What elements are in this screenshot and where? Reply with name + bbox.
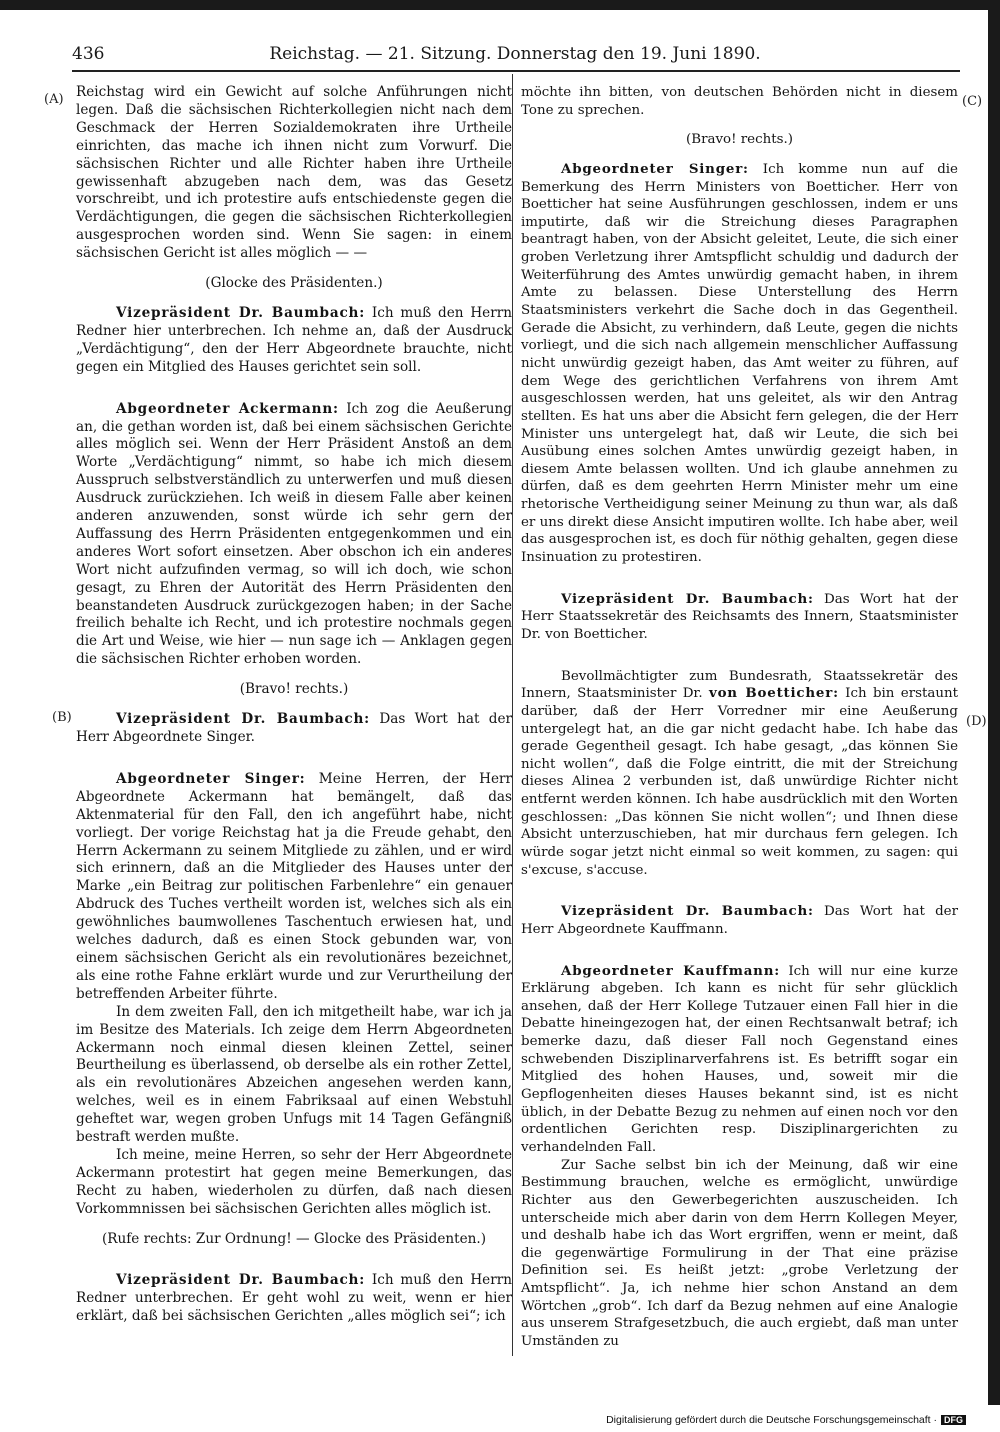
stage-direction: (Bravo! rechts.)	[686, 132, 793, 148]
speech-text: Ich muß den Herrn Redner hier unterbrechen. Ich nehme an, daß der Ausdruck „Verdächtigung“, den der Herr Abgeordnete brauchte, nicht gegen ein Mitglied des Hauses gerichtet sein soll.	[76, 304, 512, 375]
footer-text: Digitalisierung gefördert durch die Deutsche Forschungsgemeinschaft ·	[606, 1414, 937, 1426]
margin-marker-d: (D)	[966, 714, 987, 729]
dfg-logo: DFG	[941, 1415, 966, 1425]
speech	[76, 401, 512, 670]
paragraph: möchte ihn bitten, von deutschen Behörden nicht in diesem Tone zu sprechen.	[521, 85, 958, 118]
stage-direction: (Bravo! rechts.)	[239, 681, 349, 698]
margin-marker-b: (B)	[52, 710, 72, 725]
margin-marker-c: (C)	[962, 94, 983, 109]
paragraph: Ich meine, meine Herren, so sehr der Herr Abgeordnete Ackermann protestirt hat gegen meine Bemerkungen, das Recht zu haben, wiederholen zu dürfen, daß nach diesen Vorkommnissen bei sächsischen Gerichten alles möglich ist.	[76, 1146, 512, 1217]
speech-text: Das Wort hat der Herr Abgeordnete Singer.	[76, 711, 512, 745]
speech-text: Das Wort hat der Herr Abgeordnete Kauffmann.	[521, 904, 958, 937]
speech-text: Ich will nur eine kurze Erklärung abgeben. Ich kann es nicht für sehr glücklich ansehen, daß der Herr Kollege Tutzauer einen Fall hier in die Debatte hineingezogen hat, der einen Rechtsanwalt betraf; ich bemerke dazu, daß dieser Fall noch Gegenstand eines schwebenden Disziplinarverfahrens ist. Es betrifft sogar ein Mitglied des hohen Hauses, und, soweit mir die Gepflogenheiten dieses Hauses bekannt sind, ist es nicht üblich, in der Debatte Bezug zu nehmen auf einen noch vor den ordentlichen Gerichten resp. Disziplinargerichten zu verhandelnden Fall.	[521, 963, 958, 1155]
paragraph: Zur Sache selbst bin ich der Meinung, daß wir eine Bestimmung brauchen, welche es ermöglicht, unwürdige Richter aus den Gewerbegerichten auszuscheiden. Ich unterscheide mich aber darin von dem Herrn Kollegen Meyer, und deshalb habe ich das Wort ergriffen, wenn er meint, daß die gegenwärtige Formulirung in der That eine präzise Definition sei. Es heißt jetzt: „grobe Verletzung der Amtspflicht“. Ja, ich nehme hier schon Anstand an dem Wörtchen „grob“. Ich darf da Bezug nehmen auf eine Analogie aus unserem Strafgesetzbuch, die auch ergiebt, daß man unter Umständen zu	[521, 1157, 958, 1349]
speech	[76, 305, 512, 377]
speech-text: Ich komme nun auf die Bemerkung des Herrn Ministers von Boetticher. Herr von Boetticher hat seine Ausführungen geschlossen, indem er uns imputirte, daß wir die Streichung dieses Paragraphen beantragt haben, von der Absicht geleitet, Leute, die sich einer groben Verletzung ihrer Amtspflicht schuldig und dadurch der Weiterführung des Amtes unwürdig gemacht haben, in ihrem Amte zu belassen. Diese Unterstellung des Herrn Staatsministers verkehrt die Sache doch in das Gegentheil. Gerade die Absicht, zu verhindern, daß Leute, gegen die nichts vorliegt, und die sich nach allgemein menschlicher Auffassung nicht unwürdig gezeigt haben, das Amt weiter zu führen, auf dem Wege des gerichtlichen Verfahrens von ihrem Amt ausgeschlossen werden, hat uns geleitet, als wir den Antrag stellten. Es hat uns aber die Absicht fern gelegen, die der Herr Minister uns untergelegt hat, daß wir Leute, die sich bei Ausübung eines solchen Amtes unwürdig gezeigt haben, in diesem Amte belassen wollten. Und ich glaube annehmen zu dürfen, daß es dem geehrten Herrn Minister mehr um eine rhetorische Vertheidigung seiner Meinung zu thun war, als daß er uns direkt diese Ansicht imputiren wollte. Ich habe aber, weil das ausgesprochen ist, es doch für nöthig gehalten, gegen diese Insinuation zu protestiren.	[521, 161, 958, 566]
column-divider	[512, 74, 513, 1356]
stage-direction: (Glocke des Präsidenten.)	[205, 275, 383, 292]
scan-edge-right	[988, 0, 1000, 1405]
speech	[76, 711, 512, 747]
speaker-name: Abgeordneter Ackermann:	[116, 400, 339, 417]
speaker-name: Abgeordneter Singer:	[116, 770, 306, 787]
digitization-footer	[606, 1414, 966, 1426]
speech	[521, 591, 958, 644]
paragraph: Reichstag wird ein Gewicht auf solche Anführungen nicht legen. Daß die sächsischen Richterkollegien nicht nach dem Geschmack der Herren Sozialdemokraten ihre Urtheile einrichten, das mache ich ihnen nicht zum Vorwurf. Die sächsischen Richter und alle Richter haben ihre Urtheile gewissenhaft abzugeben nach dem, was das Gesetz vorschreibt, und ich protestire aufs entschiedenste gegen die Verdächtigungen, die gegen die sächsischen Richterkollegien ausgesprochen worden sind. Wenn Sie sagen: in einem sächsischen Gericht ist alles möglich — —	[76, 84, 512, 262]
left-column	[76, 84, 512, 1326]
running-header	[72, 40, 958, 70]
speech-text: Ich bin erstaunt darüber, daß der Herr Vorredner mir eine Aeußerung untergelegt hat, an die gar nicht gedacht habe. Ich habe das gerade Gegentheil gesagt. Ich habe gesagt, „das können Sie nicht wollen“, daß die Folge eintritt, die mit der Streichung dieses Alinea 2 verbunden ist, daß unwürdige Richter nicht entfernt werden können. Ich habe ausdrücklich mit den Worten geschlossen: „Das können Sie nicht wollen“; und Ihnen diese Absicht unterzuschieben, hat mir durchaus fern gelegen. Ich würde sogar jetzt nicht einmal so weit kommen, zu sagen: qui s'excuse, s'accuse.	[521, 686, 958, 878]
speaker-name: Vizepräsident Dr. Baumbach:	[561, 903, 814, 920]
stage-direction: (Rufe rechts: Zur Ordnung! — Glocke des Präsidenten.)	[101, 1230, 487, 1247]
speech	[76, 771, 512, 1004]
speech	[521, 668, 958, 880]
speech	[521, 963, 958, 1157]
speech	[521, 903, 958, 938]
speech	[521, 161, 958, 567]
page-number: 436	[72, 44, 105, 64]
right-column	[521, 84, 958, 1351]
speaker-name: von Boetticher:	[708, 685, 839, 702]
header-title: Reichstag. — 21. Sitzung. Donnerstag den 19. Juni 1890.	[269, 44, 761, 64]
speaker-name: Vizepräsident Dr. Baumbach:	[116, 1272, 366, 1289]
speech-text: Ich muß den Herrn Redner unterbrechen. Er geht wohl zu weit, wenn er hier erklärt, daß bei sächsischen Gerichten „alles möglich sei“; ich	[76, 1272, 512, 1325]
speaker-name: Vizepräsident Dr. Baumbach:	[116, 711, 370, 728]
header-rule	[72, 70, 960, 72]
paragraph: In dem zweiten Fall, den ich mitgetheilt habe, war ich ja im Besitze des Materials. Ich zeige dem Herrn Abgeordneten Ackermann noch einmal diesen kleinen Zettel, seiner Beurtheilung es überlassend, ob derselbe als ein rother Zettel, als ein revolutionäres Abzeichen angesehen werden kann, welches, weil es in einem Fabriksaal auf einen Webstuhl geheftet war, wegen groben Unfugs mit 14 Tagen Gefängniß bestraft werden mußte.	[76, 1003, 512, 1146]
margin-marker-a: (A)	[44, 92, 64, 107]
scan-edge-top	[0, 0, 1000, 10]
speech-text: Meine Herren, der Herr Abgeordnete Ackermann hat bemängelt, daß das Aktenmaterial für den Fall, den ich angeführt habe, nicht vorliegt. Der vorige Reichstag hat ja die Freude gehabt, den Herrn Ackermann zu seinem Mitgliede zu zählen, und er wird sich erinnern, daß an die Mitglieder des Hauses unter der Marke „ein Beitrag zur politischen Farbenlehre“ ein genauer Abdruck des Tuches vertheilt worden ist, welches sich als ein gewöhnliches baumwollenes Taschentuch erwiesen hat, und welches dadurch, daß es einen Stock gebunden war, von einem sächsischen Gericht als ein revolutionäres bezeichnet, als eine rothe Fahne erklärt wurde und zur Verurtheilung der betreffenden Arbeiter führte.	[76, 770, 512, 1002]
speaker-title: Bevollmächtigter zum Bundesrath, Staatssekretär des Innern, Staatsminister Dr.	[521, 668, 958, 702]
speech-text: Ich zog die Aeußerung an, die gethan worden ist, daß bei einem sächsischen Gerichte alles möglich sei. Wenn der Herr Präsident Anstoß an dem Worte „Verdächtigung“ nimmt, so habe ich mich diesem Ausspruch selbstverständlich zu unterwerfen und muß diesen Ausdruck zurückziehen. Ich weiß in diesem Falle aber keinen anderen anzuwenden, sonst würde ich sehr gern der Auffassung des Herrn Präsidenten entgegenkommen und ein anderes Wort sofort einsetzen. Aber obschon ich ein anderes Wort nicht aufzufinden vermag, so will ich doch, wie schon gesagt, zu Ehren der Autorität des Herrn Präsidenten den beanstandeten Ausdruck zurückgezogen haben; in der Sache freilich behalte ich Recht, und ich protestire nochmals gegen die Art und Weise, wie hier — nun sage ich — Anklagen gegen die sächsischen Richter erhoben worden.	[76, 400, 512, 668]
speaker-name: Vizepräsident Dr. Baumbach:	[116, 304, 366, 321]
speech	[76, 1272, 512, 1326]
speech-text: Das Wort hat der Herr Staatssekretär des Reichsamts des Innern, Staatsminister Dr. von Boetticher.	[521, 591, 958, 642]
speaker-name: Abgeordneter Kauffmann:	[561, 962, 780, 979]
speaker-name: Vizepräsident Dr. Baumbach:	[561, 590, 814, 607]
speaker-name: Abgeordneter Singer:	[561, 160, 749, 177]
